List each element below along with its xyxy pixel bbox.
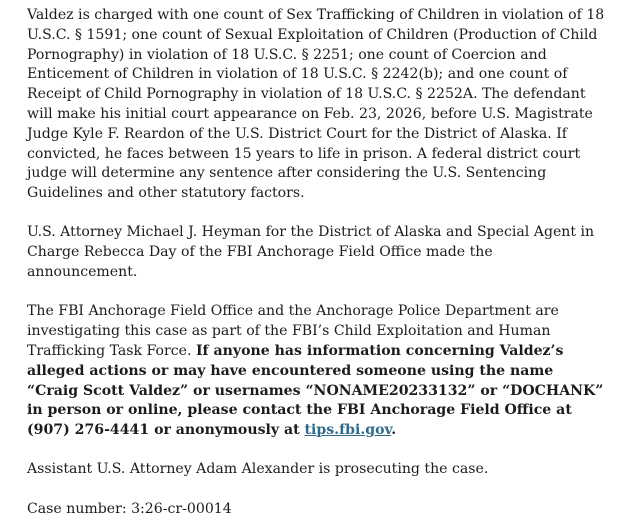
- tips-fbi-link[interactable]: tips.fbi.gov: [304, 422, 392, 439]
- tip-request-text: If anyone has information concerning Valdez’s alleged actions or may have encountered someone using the name “Craig Scott Valdez” or usernames “NONAME20233132” or “DOCHANK” in person or online, please contact the FBI Anchorage Field Office at (907) 276-4441 or anonymously at: [27, 342, 604, 439]
- investigation-paragraph: [27, 302, 607, 441]
- announcement-paragraph: U.S. Attorney Michael J. Heyman for the District of Alaska and Special Agent in Charge Rebecca Day of the FBI Anchorage Field Office made the announcement.: [27, 224, 595, 281]
- tip-request-period: .: [391, 422, 397, 439]
- prosecutor-paragraph: Assistant U.S. Attorney Adam Alexander is prosecuting the case.: [27, 461, 489, 478]
- press-release-body: [27, 6, 607, 520]
- case-number: Case number: 3:26-cr-00014: [27, 500, 232, 517]
- investigation-text: The FBI Anchorage Field Office and the Anchorage Police Department are investigating this case as part of the FBI’s Child Exploitation and Human Trafficking Task Force.: [27, 303, 559, 359]
- charges-paragraph: Valdez is charged with one count of Sex Trafficking of Children in violation of 18 U.S.C. § 1591; one count of Sexual Exploitation of Children (Production of Child Pornography) in violation of 18 U.S.C. § 2251; one count of Coercion and Enticement of Children in violation of 18 U.S.C. § 2242(b); and one count of Receipt of Child Pornography in violation of 18 U.S.C. § 2252A. The defendant will make his initial court appearance on Feb. 23, 2026, before U.S. Magistrate Judge Kyle F. Reardon of the U.S. District Court for the District of Alaska. If convicted, he faces between 15 years to life in prison. A federal district court judge will determine any sentence after considering the U.S. Sentencing Guidelines and other statutory factors.: [27, 7, 605, 202]
